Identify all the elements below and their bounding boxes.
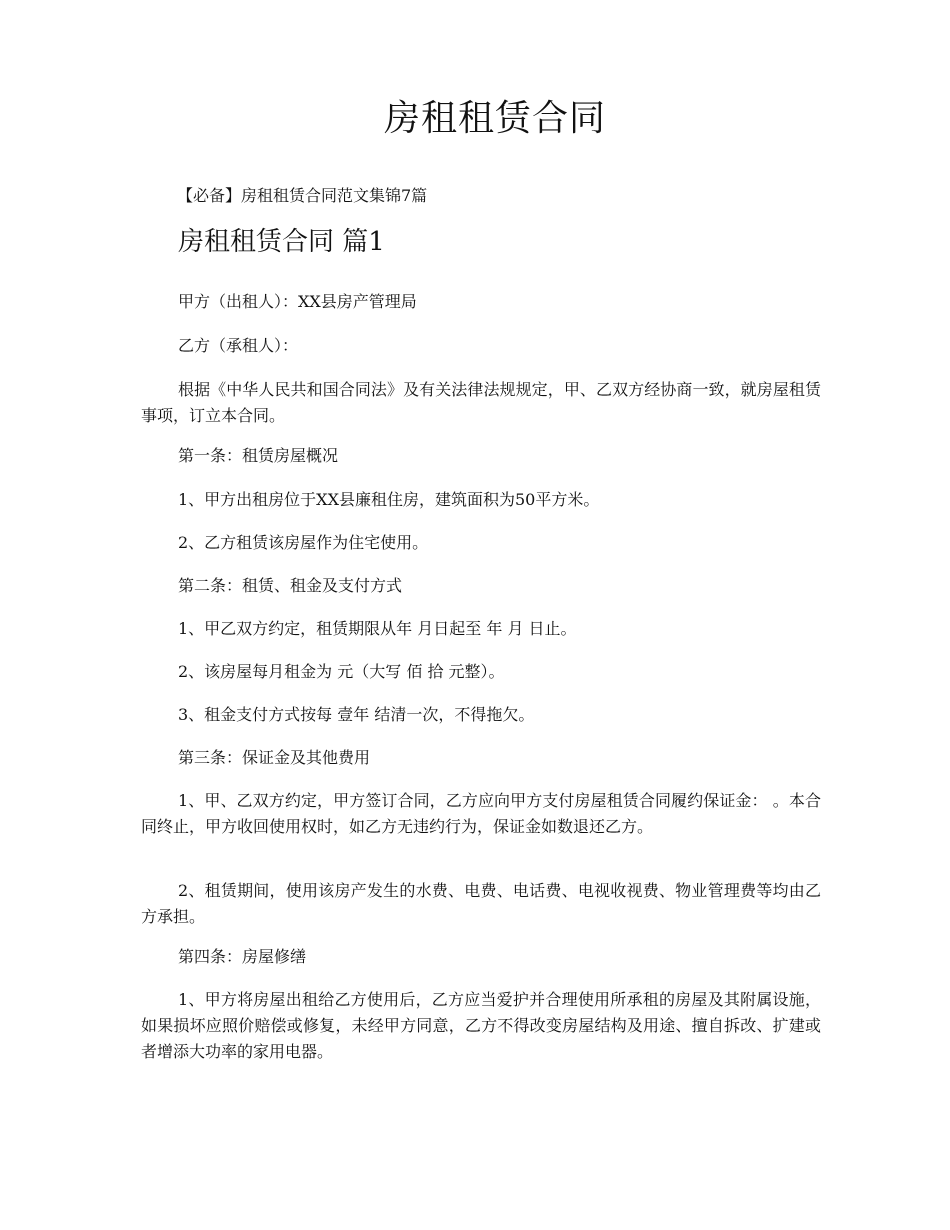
article-3-item-1: 1、甲、乙双方约定，甲方签订合同，乙方应向甲方支付房屋租赁合同履约保证金： 。本合同终止，甲方收回使用权时，如乙方无违约行为，保证金如数退还乙方。 xyxy=(141,791,821,836)
party-a-line: 甲方（出租人）：XX县房产管理局 xyxy=(178,292,417,311)
section-heading: 房租租赁合同 篇1 xyxy=(178,227,385,257)
article-2-item-2: 2、该房屋每月租金为 元（大写 佰 拾 元整）。 xyxy=(178,662,505,681)
document-title: 房租租赁合同 xyxy=(383,98,606,139)
article-2-heading: 第二条：租赁、租金及支付方式 xyxy=(178,576,403,595)
article-3-item-2: 2、租赁期间，使用该房产发生的水费、电费、电话费、电视收视费、物业管理费等均由乙方承担。 xyxy=(141,881,821,926)
article-1-heading: 第一条：租赁房屋概况 xyxy=(178,446,339,465)
article-4-heading: 第四条：房屋修缮 xyxy=(178,947,307,966)
preamble-paragraph: 根据《中华人民共和国合同法》及有关法律法规规定，甲、乙双方经协商一致，就房屋租赁事项，订立本合同。 xyxy=(141,380,821,425)
article-2-item-3: 3、租金支付方式按每 壹年 结清一次，不得拖欠。 xyxy=(178,705,535,724)
article-4-item-1: 1、甲方将房屋出租给乙方使用后，乙方应当爱护并合理使用所承租的房屋及其附属设施，如果损坏应照价赔偿或修复，未经甲方同意，乙方不得改变房屋结构及用途、擅自拆改、扩建或者增添大功率的家用电器。 xyxy=(141,990,821,1061)
article-1-item-1: 1、甲方出租房位于XX县廉租住房，建筑面积为50平方米。 xyxy=(178,490,600,509)
article-1-item-2: 2、乙方租赁该房屋作为住宅使用。 xyxy=(178,533,429,552)
party-b-line: 乙方（承租人）： xyxy=(178,336,299,355)
document-subtitle: 【必备】房租租赁合同范文集锦7篇 xyxy=(177,186,428,205)
article-3-heading: 第三条：保证金及其他费用 xyxy=(178,748,371,767)
article-2-item-1: 1、甲乙双方约定，租赁期限从年 月日起至 年 月 日止。 xyxy=(178,619,577,638)
